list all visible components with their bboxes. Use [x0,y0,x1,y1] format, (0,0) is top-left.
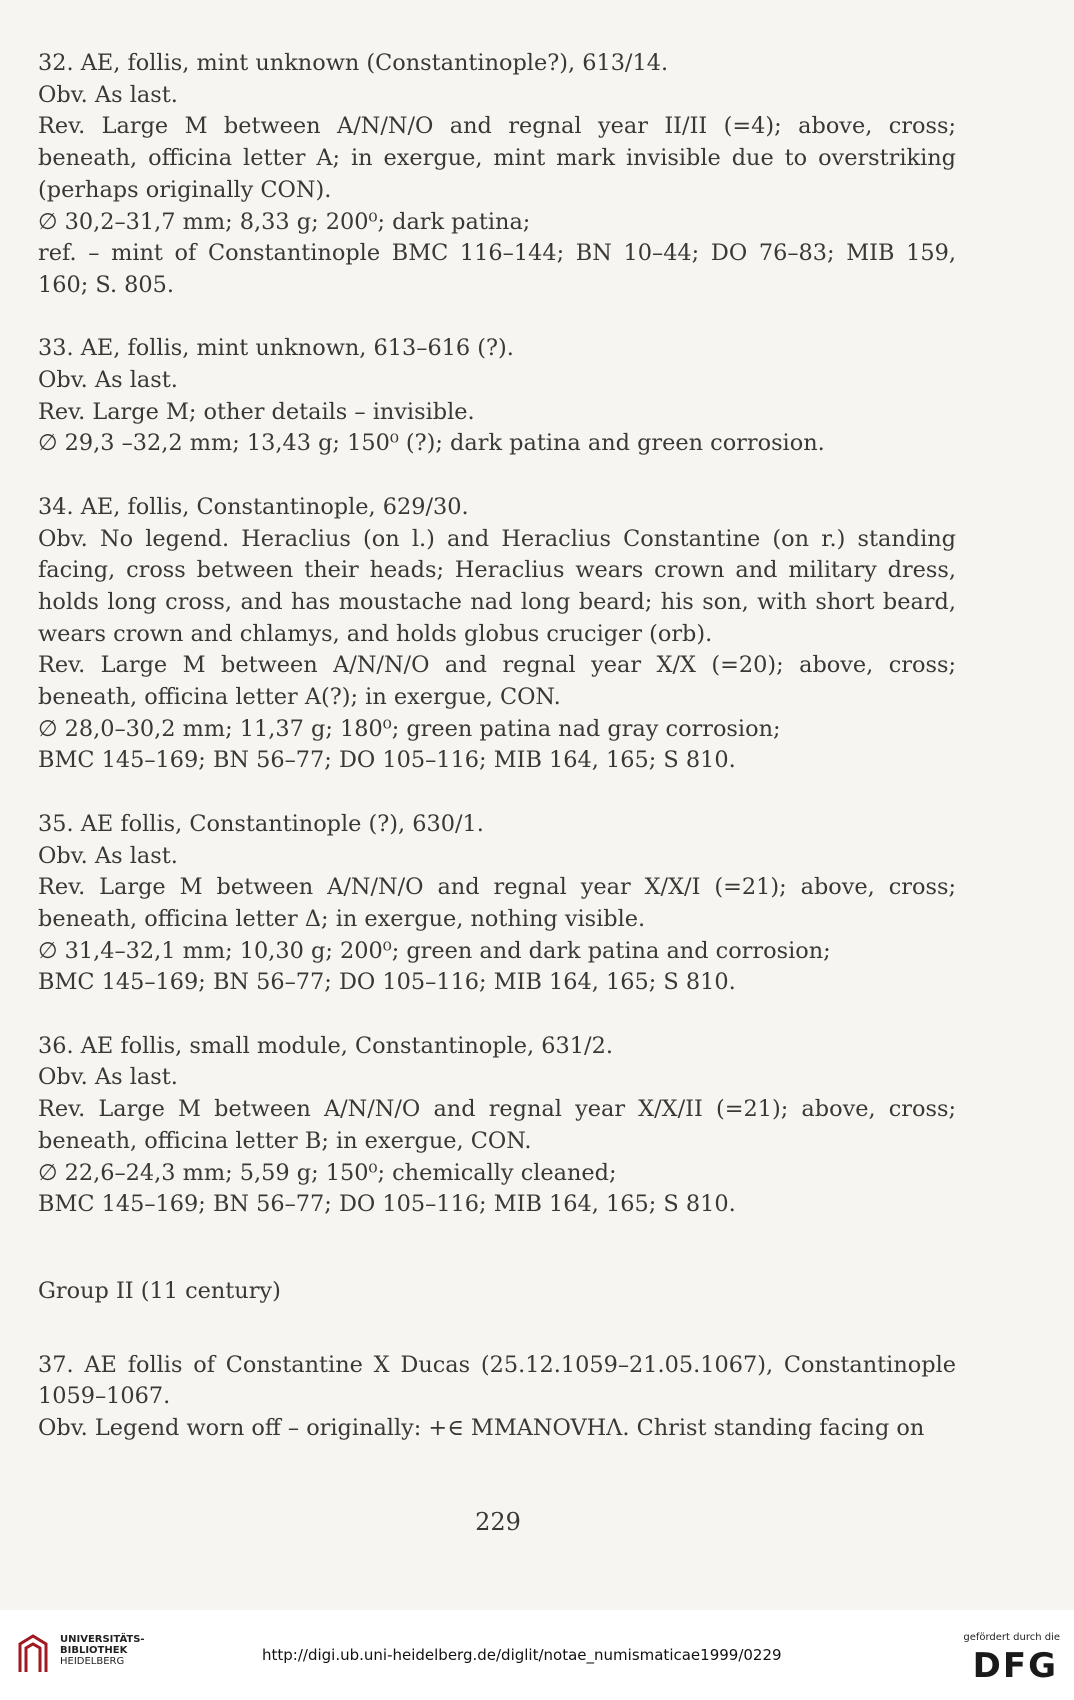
entry-line: Rev. Large M between A/N/N/O and regnal year II/II (=4); above, cross; beneath, officina letter A; in exergue, mint mark invisible due to overstriking (perhaps originally CON). [38,113,956,203]
entry-line: ∅ 28,0–30,2 mm; 11,37 g; 180⁰; green patina nad gray corrosion; [38,715,781,742]
entry-line: ref. – mint of Constantinople BMC 116–144; BN 10–44; DO 76–83; MIB 159, 160; S. 805. [38,240,956,298]
library-name-line: UNIVERSITÄTS- [60,1634,145,1645]
library-name [60,1634,145,1667]
entry-line: Rev. Large M between A/N/N/O and regnal year X/X/I (=21); above, cross; beneath, officina letter Δ; in exergue, nothing visible. [38,874,956,932]
entry-line: BMC 145–169; BN 56–77; DO 105–116; MIB 164, 165; S 810. [38,1191,736,1218]
entry-line: 33. AE, follis, mint unknown, 613–616 (?). [38,335,514,362]
entry-line: 32. AE, follis, mint unknown (Constantinople?), 613/14. [38,50,669,76]
catalog-entry-32 [38,48,956,302]
entry-line: Obv. As last. [38,81,178,108]
page-text [38,48,956,1476]
entry-line: ∅ 22,6–24,3 mm; 5,59 g; 150⁰; chemically cleaned; [38,1159,617,1186]
catalog-entry-35 [38,809,956,999]
catalog-entry-36 [38,1031,956,1221]
library-name-line: HEIDELBERG [60,1656,125,1667]
funding-note: gefördert durch die [963,1632,1060,1643]
entry-line: Obv. Legend worn off – originally: +∈ MMANOVHΛ. Christ standing facing on [38,1415,925,1442]
catalog-entry-33 [38,333,956,460]
group-heading: Group II (11 century) [38,1277,281,1304]
library-name-line: BIBLIOTHEK [60,1645,128,1656]
entry-line: Rev. Large M; other details – invisible. [38,398,475,425]
page-number: 229 [475,1508,521,1536]
entry-line: BMC 145–169; BN 56–77; DO 105–116; MIB 164, 165; S 810. [38,969,736,996]
entry-line: Obv. As last. [38,842,178,869]
entry-line: 37. AE follis of Constantine X Ducas (25.12.1059–21.05.1067), Constantinople 1059–1067. [38,1351,956,1410]
entry-line: Rev. Large M between A/N/N/O and regnal year X/X/II (=21); above, cross; beneath, officina letter B; in exergue, CON. [38,1096,956,1154]
entry-line: Obv. As last. [38,367,178,394]
entry-line: Obv. No legend. Heraclius (on l.) and Heraclius Constantine (on r.) standing facing, cross between their heads; Heraclius wears crown and military dress, holds long cross, and has moustache nad long beard; his son, with short beard, wears crown and chlamys, and holds globus cruciger (orb). [38,525,956,647]
dfg-logo: DFG [972,1646,1058,1686]
catalog-entry-34 [38,492,956,777]
entry-line: ∅ 29,3 –32,2 mm; 13,43 g; 150⁰ (?); dark patina and green corrosion. [38,430,825,457]
entry-line: 35. AE follis, Constantinople (?), 630/1. [38,810,484,837]
entry-line: ∅ 31,4–32,1 mm; 10,30 g; 200⁰; green and dark patina and corrosion; [38,937,831,964]
entry-line: Obv. As last. [38,1064,178,1091]
entry-line: 34. AE, follis, Constantinople, 629/30. [38,493,469,520]
entry-line: 36. AE follis, small module, Constantinople, 631/2. [38,1032,613,1059]
library-logo-icon [16,1632,50,1676]
entry-line: BMC 145–169; BN 56–77; DO 105–116; MIB 164, 165; S 810. [38,747,736,774]
entry-line: Rev. Large M between A/N/N/O and regnal year X/X (=20); above, cross; beneath, officina letter A(?); in exergue, CON. [38,652,956,711]
entry-line: ∅ 30,2–31,7 mm; 8,33 g; 200⁰; dark patina; [38,208,531,235]
footer-bar [0,1610,1074,1700]
catalog-entry-37 [38,1350,956,1445]
source-url-link[interactable]: http://digi.ub.uni-heidelberg.de/diglit/notae_numismaticae1999/0229 [262,1646,782,1664]
